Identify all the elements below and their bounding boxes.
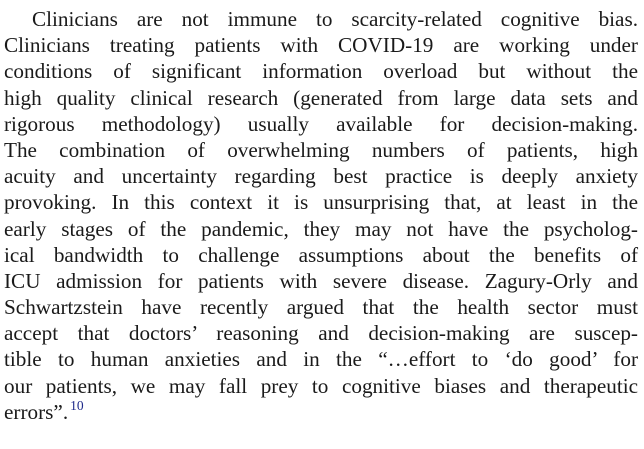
- body-paragraph: [4, 6, 638, 425]
- text-line-14: tible to human anxieties and in the “…effort to ‘do good’ for: [4, 347, 638, 372]
- document-body: [4, 6, 638, 425]
- text-line-16: [4, 399, 638, 425]
- text-line-13: accept that doctors’ reasoning and decision-making are suscep-: [4, 321, 638, 346]
- text-line-9: early stages of the pandemic, they may not have the psycholog-: [4, 216, 638, 241]
- text-line-5: rigorous methodology) usually available for decision-making.: [4, 111, 638, 136]
- text-line-12: Schwartzstein have recently argued that the health sector must: [4, 295, 638, 320]
- text-line-2: Clinicians treating patients with COVID-19 are working under: [4, 33, 638, 58]
- text-line-3: conditions of significant information overload but without the: [4, 59, 638, 84]
- text-line-11: ICU admission for patients with severe disease. Zagury-Orly and: [4, 268, 638, 293]
- text-line-8: provoking. In this context it is unsurprising that, at least in the: [4, 190, 638, 215]
- text-line-10: ical bandwidth to challenge assumptions about the benefits of: [4, 242, 638, 267]
- text-line-4: high quality clinical research (generated from large data sets and: [4, 85, 638, 110]
- text-line-15: our patients, we may fall prey to cognitive biases and therapeutic: [4, 373, 638, 398]
- text-line-1: Clinicians are not immune to scarcity-related cognitive bias.: [32, 7, 638, 31]
- final-line-text: errors”.: [4, 399, 69, 424]
- text-line-7: acuity and uncertainty regarding best practice is deeply anxiety: [4, 164, 638, 189]
- reference-link-10[interactable]: 10: [70, 397, 84, 413]
- text-line-6: The combination of overwhelming numbers of patients, high: [4, 137, 638, 162]
